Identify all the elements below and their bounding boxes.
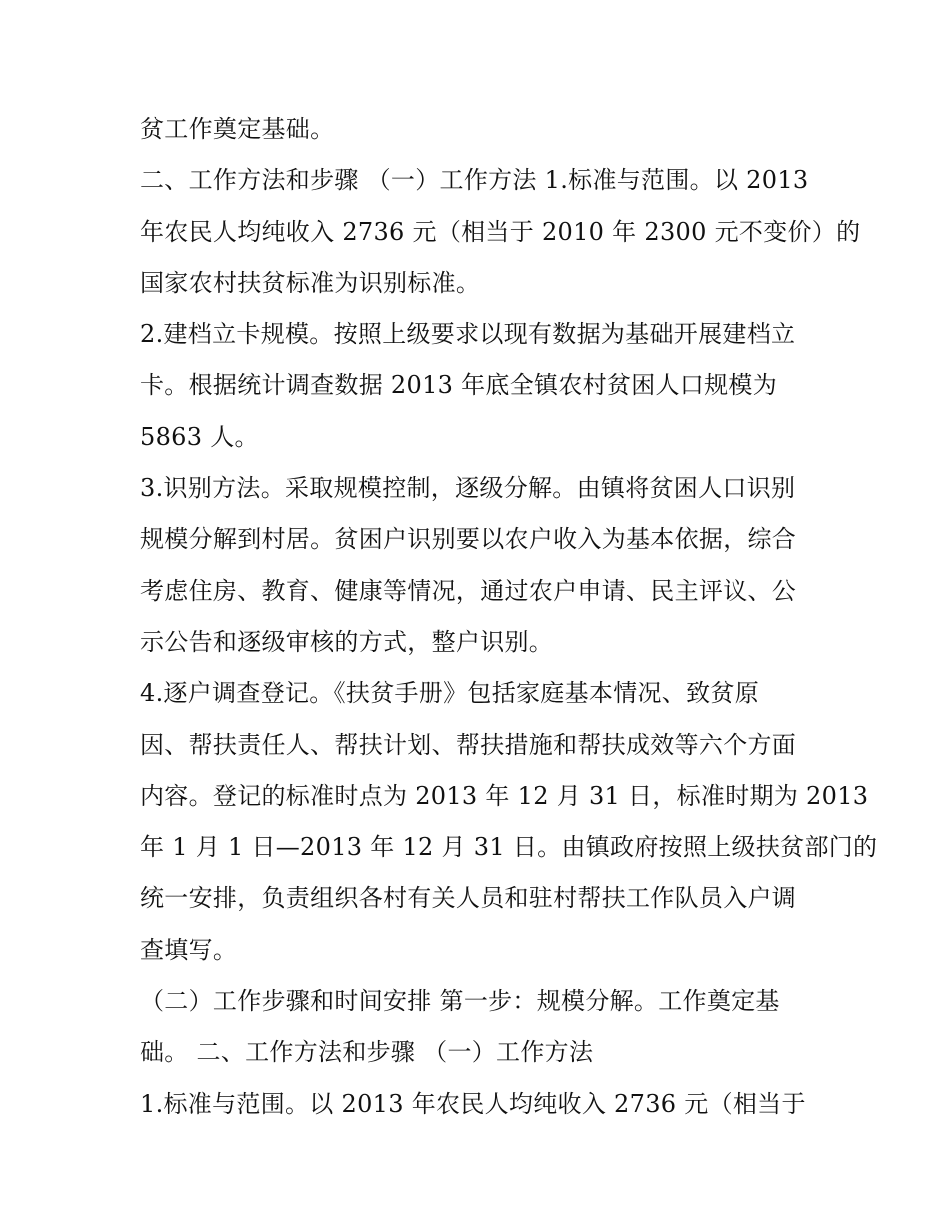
text-line: 内容。登记的标准时点为 2013 年 12 月 31 日，标准时期为 2013 [140, 781, 869, 810]
text-line: 规模分解到村居。贫困户识别要以农户收入为基本依据，综合 [140, 525, 797, 554]
text-line: 础。 二、工作方法和步骤 （一）工作方法 [140, 1038, 594, 1067]
text-line: 1.标准与范围。以 2013 年农民人均纯收入 2736 元（相当于 [140, 1089, 806, 1118]
text-line: 查填写。 [140, 935, 238, 964]
text-line: 考虑住房、教育、健康等情况，通过农户申请、民主评议、公 [140, 576, 797, 605]
text-line: 卡。根据统计调查数据 2013 年底全镇农村贫困人口规模为 [140, 371, 778, 400]
text-line: 年 1 月 1 日—2013 年 12 月 31 日。由镇政府按照上级扶贫部门的 [140, 833, 878, 862]
text-line: 年农民人均纯收入 2736 元（相当于 2010 年 2300 元不变价）的 [140, 217, 861, 246]
text-line: 3.识别方法。采取规模控制，逐级分解。由镇将贫困人口识别 [140, 474, 796, 503]
text-line: 2.建档立卡规模。按照上级要求以现有数据为基础开展建档立 [140, 320, 796, 349]
document-body [140, 104, 878, 1130]
text-line: 因、帮扶责任人、帮扶计划、帮扶措施和帮扶成效等六个方面 [140, 730, 797, 759]
text-line: 4.逐户调查登记。《扶贫手册》包括家庭基本情况、致贫原 [140, 679, 759, 708]
text-line: 国家农村扶贫标准为识别标准。 [140, 268, 481, 297]
text-line: 二、工作方法和步骤 （一）工作方法 1.标准与范围。以 2013 [140, 166, 809, 195]
text-line: 示公告和逐级审核的方式，整户识别。 [140, 627, 554, 656]
text-line: 5863 人。 [140, 422, 259, 451]
text-line: 贫工作奠定基础。 [140, 115, 335, 143]
text-line: （二）工作步骤和时间安排 第一步：规模分解。工作奠定基 [140, 987, 780, 1016]
text-line: 统一安排，负责组织各村有关人员和驻村帮扶工作队员入户调 [140, 884, 797, 913]
